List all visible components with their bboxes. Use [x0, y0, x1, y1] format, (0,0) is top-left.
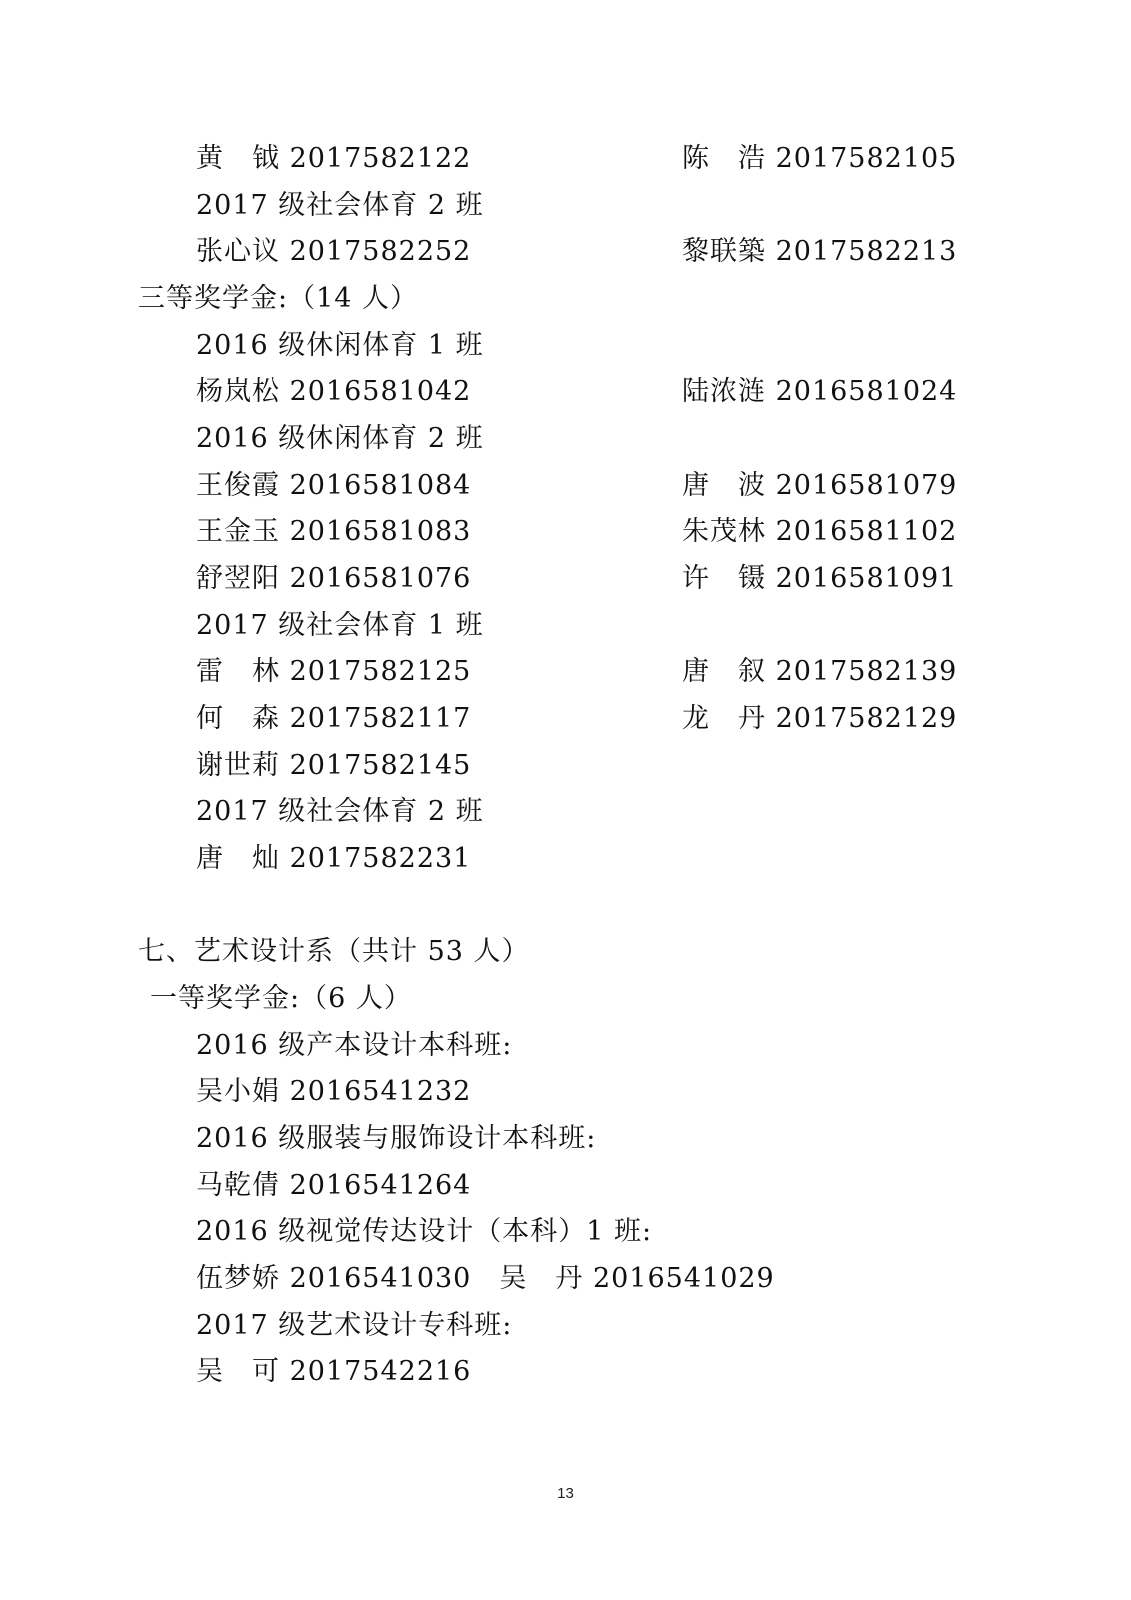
list-item: 张心议 2017582252 — [196, 236, 472, 267]
list-item: 谢世莉 2017582145 — [196, 750, 472, 781]
list-item: 许 镊 2016581091 — [682, 563, 958, 594]
award-heading: 一等奖学金:（6 人） — [150, 983, 412, 1014]
list-item: 雷 林 2017582125 — [196, 656, 472, 687]
section-heading: 七、艺术设计系（共计 53 人） — [138, 936, 530, 967]
list-item: 龙 丹 2017582129 — [682, 703, 958, 734]
class-heading: 2016 级产本设计本科班: — [196, 1030, 513, 1061]
list-item: 唐 波 2016581079 — [682, 470, 958, 501]
class-heading: 2016 级服装与服饰设计本科班: — [196, 1123, 597, 1154]
list-item: 舒翌阳 2016581076 — [196, 563, 472, 594]
class-heading: 2016 级休闲体育 1 班 — [196, 330, 484, 361]
list-item: 吴 可 2017542216 — [196, 1356, 472, 1387]
class-heading: 2017 级社会体育 2 班 — [196, 190, 484, 221]
list-item: 朱茂林 2016581102 — [682, 516, 958, 547]
class-heading: 2016 级休闲体育 2 班 — [196, 423, 484, 454]
list-item: 王俊霞 2016581084 — [196, 470, 472, 501]
list-item: 黎联築 2017582213 — [682, 236, 958, 267]
list-item: 吴小娟 2016541232 — [196, 1076, 472, 1107]
list-item: 王金玉 2016581083 — [196, 516, 472, 547]
list-item: 唐 叙 2017582139 — [682, 656, 958, 687]
list-item: 何 森 2017582117 — [196, 703, 472, 734]
list-item: 马乾倩 2016541264 — [196, 1170, 472, 1201]
list-item: 陈 浩 2017582105 — [682, 143, 958, 174]
list-item: 杨岚松 2016581042 — [196, 376, 472, 407]
list-item: 伍梦娇 2016541030 吴 丹 2016541029 — [196, 1263, 775, 1294]
class-heading: 2017 级艺术设计专科班: — [196, 1310, 513, 1341]
class-heading: 2017 级社会体育 2 班 — [196, 796, 484, 827]
list-item: 唐 灿 2017582231 — [196, 843, 472, 874]
list-item: 黄 钺 2017582122 — [196, 143, 472, 174]
page-number: 13 — [557, 1485, 574, 1502]
award-heading: 三等奖学金:（14 人） — [138, 283, 419, 314]
list-item: 陆浓涟 2016581024 — [682, 376, 958, 407]
class-heading: 2016 级视觉传达设计（本科）1 班: — [196, 1216, 653, 1247]
class-heading: 2017 级社会体育 1 班 — [196, 610, 484, 641]
